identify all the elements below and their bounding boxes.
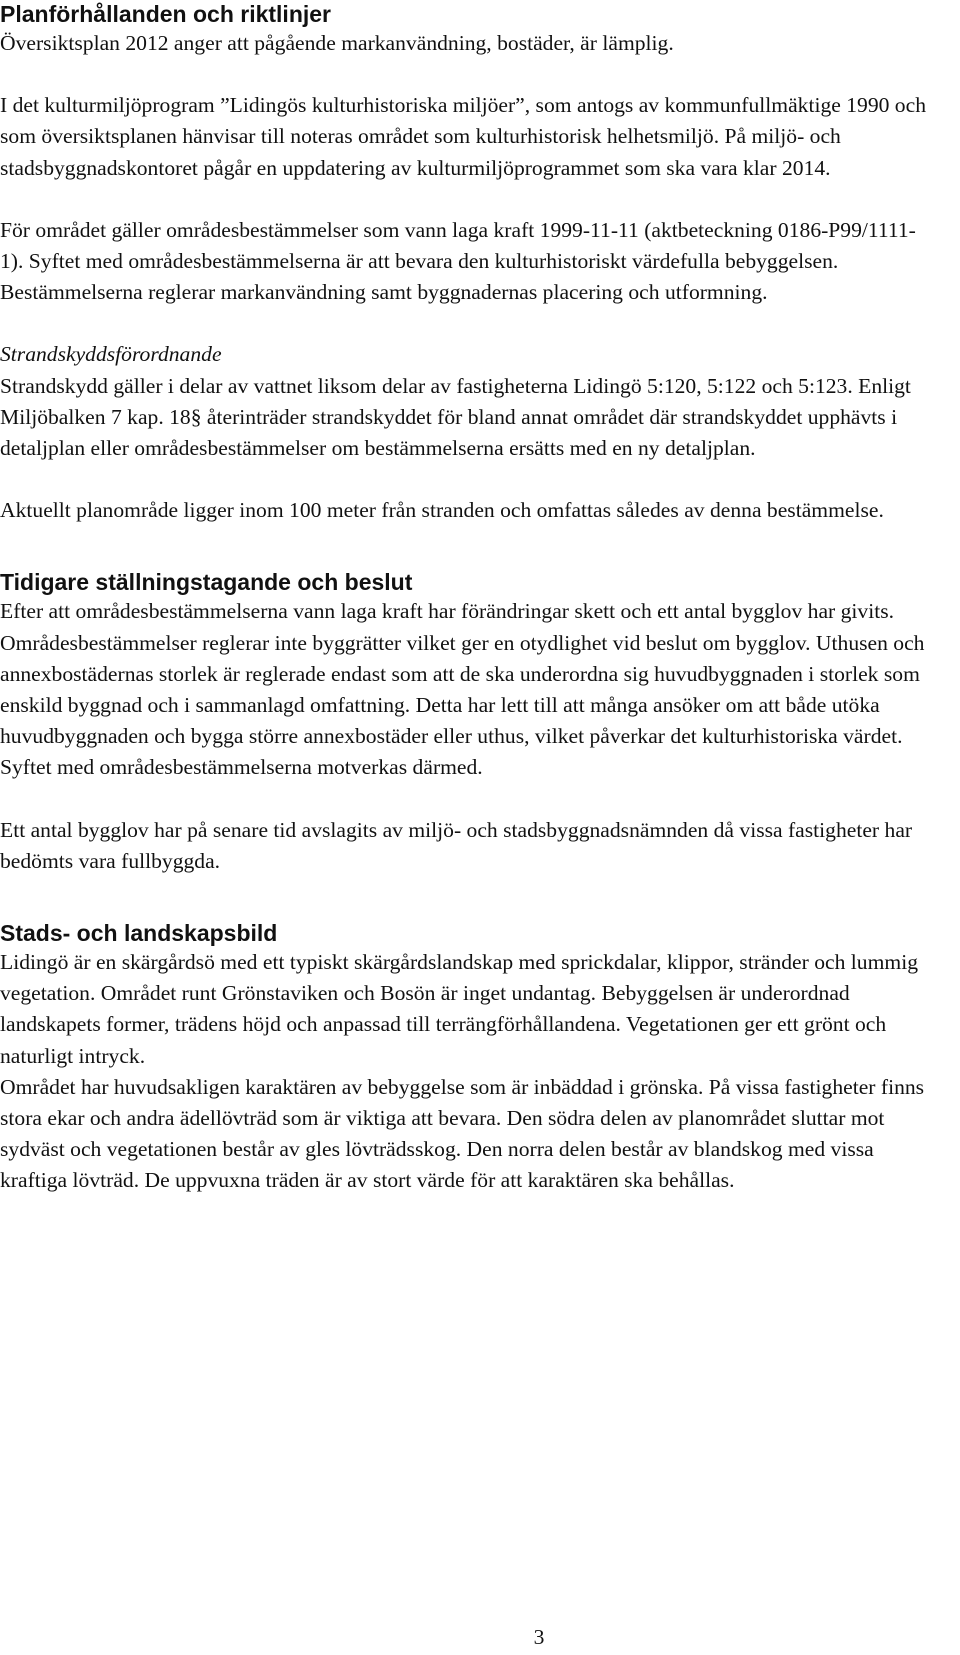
page-number [0, 1624, 960, 1650]
page-number-text: 3 [533, 1625, 545, 1649]
section-heading-stads-landskapsbild: Stads- och landskapsbild [0, 920, 278, 947]
paragraph-bebyggelse-gronska: Området har huvudsakligen karaktären av bebyggelse som är inbäddad i grönska. På vissa fastigheter finns stora ekar och andra ädellövträd som är viktiga att bevara. Den södra delen av planområdet sluttar mot sydväst och vegetationen består av gles lövträdsskog. Den norra delen består av blandskog med vissa kraftiga lövträd. De uppvuxna träden är av stort värde för att karaktären ska behållas. [0, 1074, 925, 1193]
paragraph-oversiktsplan: Översiktsplan 2012 anger att pågående markanvändning, bostäder, är lämplig. [0, 31, 674, 55]
paragraph-skargardslandskap: Lidingö är en skärgårdsö med ett typiskt skärgårdslandskap med sprickdalar, klippor, stränder och lummig vegetation. Området runt Grönstaviken och Bosön är inget undantag. Bebyggelsen är underordnad landskapets former, trädens höjd och anpassad till terrängförhållandena. Vegetationen ger ett grönt och naturligt intryck. [0, 950, 918, 1068]
paragraph-bygglov-forandringar: Efter att områdesbestämmelserna vann laga kraft har förändringar skett och ett antal bygglov har givits. Områdesbestämmelser reglerar inte byggrätter vilket ger en otydlighet vid beslut om bygglov. Uthusen och annexbostädernas storlek är reglerade endast som att de ska underordna sig huvudbyggnaden i storlek som enskild byggnad och i sammanlagd omfattning. Detta har lett till att många ansöker om att både utöka huvudbyggnaden och bygga större annexbostäder eller uthus, vilket påverkar det kulturhistoriska värdet. Syftet med områdesbestämmelserna motverkas därmed. [0, 599, 925, 780]
paragraph-omradesbestammelser: För området gäller områdesbestämmelser som vann laga kraft 1999-11-11 (aktbeteckning 0186-P99/1111-1). Syftet med områdesbestämmelserna är att bevara den kulturhistoriskt värdefulla bebyggelsen. Bestämmelserna reglerar markanvändning samt byggnadernas placering och utformning. [0, 217, 916, 305]
section-heading-planforhallanden: Planförhållanden och riktlinjer [0, 1, 332, 27]
paragraph-planomrade-strand: Aktuellt planområde ligger inom 100 meter från stranden och omfattas således av denna bestämmelse. [0, 498, 884, 523]
paragraph-kulturmiljoprogram: I det kulturmiljöprogram ”Lidingös kulturhistoriska miljöer”, som antogs av kommunfullmäktige 1990 och som översiktsplanen hänvisar till noteras området som kulturhistorisk helhetsmiljö. På miljö- och stadsbyggnadskontoret pågår en uppdatering av kulturmiljöprogrammet som ska vara klar 2014. [0, 93, 926, 180]
subheading-strandskydd: Strandskyddsförordnande [0, 342, 222, 367]
paragraph-bygglov-avslag: Ett antal bygglov har på senare tid avslagits av miljö- och stadsbyggnadsnämnden då vissa fastigheter har bedömts vara fullbyggda. [0, 817, 913, 873]
section-heading-tidigare-stallningstagande: Tidigare ställningstagande och beslut [0, 569, 413, 596]
paragraph-strandskydd: Strandskydd gäller i delar av vattnet liksom delar av fastigheterna Lidingö 5:120, 5:122 och 5:123. Enligt Miljöbalken 7 kap. 18§ återinträder strandskyddet för bland annat området där strandskyddet upphävts i detaljplan eller områdesbestämmelser om bestämmelserna ersätts med en ny detaljplan. [0, 373, 911, 461]
